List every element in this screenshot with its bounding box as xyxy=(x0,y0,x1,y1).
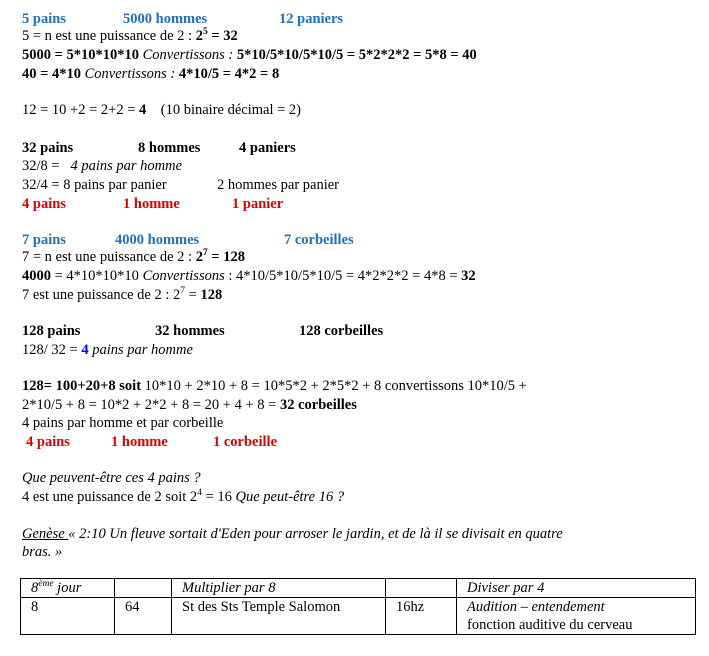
block2-line2: 32/4 = 8 pains par panier 2 hommes par panier xyxy=(22,177,340,193)
block4-line3: 2*10/5 + 8 = 10*2 + 2*2 + 8 = 20 + 4 + 8 = 32 corbeilles xyxy=(22,397,357,413)
header-day: 8ème jour xyxy=(21,579,115,598)
cell-place: St des Sts Temple Salomon xyxy=(172,598,386,635)
block1-line2: 5000 = 5*10*10*10 Convertissons : 5*10/5*10/5*10/5 = 5*2*2*2 = 5*8 = 40 xyxy=(22,47,477,63)
header-pains: 5 pains xyxy=(22,11,66,27)
block3-line1: 7 = n est une puissance de 2 : $2^7 = 128$ xyxy=(22,248,245,265)
block5-line1: 4 est une puissance de 2 soit $2^4 = 16$ Que peut-être 16 ? xyxy=(22,488,345,505)
header-hommes: 5000 hommes xyxy=(123,11,208,27)
block1-line4: 12 = 10 +2 = 2+2 = 4 (10 binaire décimal = 2) xyxy=(22,102,302,118)
cell-function: Audition – entendement fonction auditive du cerveau xyxy=(457,598,696,635)
header-diviser: Diviser par 4 xyxy=(457,579,696,598)
block1-line1: 5 = n est une puissance de 2 : $2^5 = 32$ xyxy=(22,27,238,44)
cell-frequency: 16hz xyxy=(386,598,457,635)
block4-line2: 128= 100+20+8 soit 10*10 + 2*10 + 8 = 10*5*2 + 2*5*2 + 8 convertissons 10*10/5 + xyxy=(22,378,527,394)
cell-day-value: 8 xyxy=(21,598,115,635)
block3-line2: 4000 = 4*10*10*10 Convertissons : 4*10/5*10/5*10/5 = 4*2*2*2 = 4*8 = 32 xyxy=(22,268,476,284)
block4-line4: 4 pains par homme et par corbeille xyxy=(22,415,224,431)
block3-line3: 7 est une puissance de 2 : $2^7 = 128$ xyxy=(22,286,223,303)
summary-table xyxy=(20,578,696,635)
header-multiplier: Multiplier par 8 xyxy=(172,579,386,598)
genese-ref: Genèse xyxy=(22,526,69,542)
question-line: Que peuvent-être ces 4 pains ? xyxy=(22,470,201,486)
genese-quote-line1: Genèse « 2:10 Un fleuve sortait d'Eden pour arroser le jardin, et de là il se divisait en quatre xyxy=(22,526,563,542)
table-row xyxy=(21,598,696,635)
header-paniers: 12 paniers xyxy=(279,11,344,27)
table-header-row xyxy=(21,579,696,598)
block1-line3: 40 = 4*10 Convertissons : 4*10/5 = 4*2 = 8 xyxy=(22,66,280,82)
genese-quote-line2: bras. » xyxy=(22,544,63,560)
block2-line1: 32/8 = 4 pains par homme xyxy=(22,158,183,174)
block4-line1: 128/ 32 = 4 pains par homme xyxy=(22,342,193,358)
cell-product: 64 xyxy=(115,598,172,635)
